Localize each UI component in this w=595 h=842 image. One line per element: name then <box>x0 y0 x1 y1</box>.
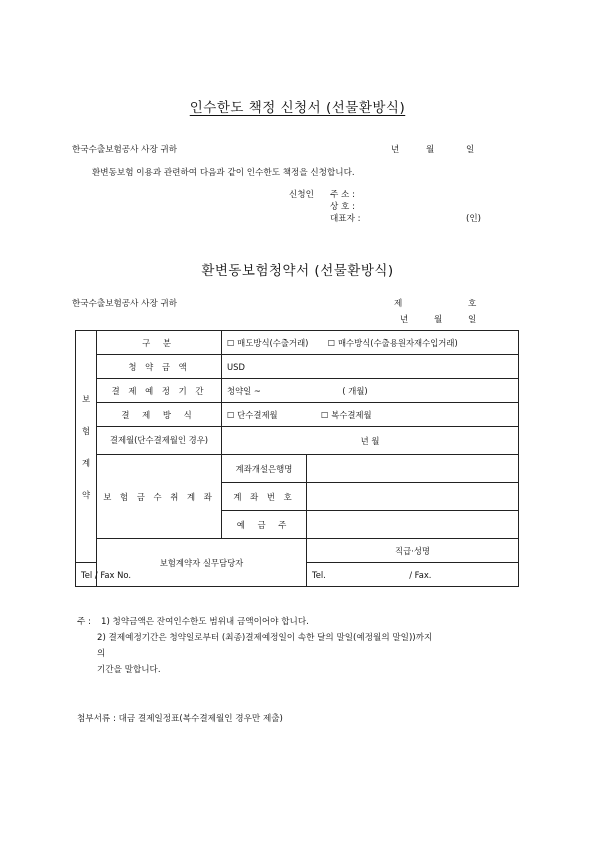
multi-month-checkbox[interactable]: ☐ 복수결제월 <box>320 409 372 420</box>
single-month-checkbox[interactable]: ☐ 단수결제월 <box>227 409 278 420</box>
attachment-note: 첨부서류 : 대금 결제일정표(복수결제월인 경우만 제출) <box>77 714 283 724</box>
representative-label: 대표자 : <box>330 214 361 224</box>
account-label: 보 험 금 수 취 계 좌 <box>97 455 222 539</box>
account-holder-label: 예 금 주 <box>222 511 307 539</box>
settlement-month-label: 결제월(단수결제월인 경우) <box>97 427 222 455</box>
contract-date-month: 월 <box>434 315 443 325</box>
method-options <box>222 403 519 427</box>
tel-fax-field[interactable]: Tel. / Fax. <box>307 563 519 587</box>
staff-label: 보험계약자 실무담당자 <box>97 539 307 587</box>
contract-date-year: 년 <box>400 315 409 325</box>
application-date-month: 월 <box>426 145 435 155</box>
account-holder-field[interactable] <box>307 511 519 539</box>
application-title: 인수한도 책정 신청서 (선물환방식) <box>189 100 406 116</box>
name-label: 직급·성명 <box>307 539 519 563</box>
gubun-label: 구 분 <box>97 331 222 355</box>
applicant-label: 신청인 <box>289 190 314 200</box>
note-2-continued: 의 <box>97 649 106 659</box>
period-label: 결 제 예 정 기 간 <box>97 379 222 403</box>
contract-number-je: 제 <box>394 299 403 309</box>
tel-fax-label: Tel / Fax No. <box>76 563 97 587</box>
amount-field[interactable]: USD <box>222 355 519 379</box>
application-addressee: 한국수출보험공사 사장 귀하 <box>72 145 178 155</box>
contract-addressee: 한국수출보험공사 사장 귀하 <box>72 299 178 309</box>
address-label: 주 소 : <box>330 190 355 200</box>
settlement-month-field[interactable]: 년 월 <box>222 427 519 455</box>
seal-mark: (인) <box>466 214 482 224</box>
method-label: 결 제 방 식 <box>97 403 222 427</box>
contract-side-label: 보 험 계 약 <box>76 331 97 563</box>
period-field[interactable]: 청약일 ~ ( 개월) <box>222 379 519 403</box>
note-1: 1) 청약금액은 잔여인수한도 범위내 금액이어야 합니다. <box>101 617 309 627</box>
contract-title: 환변동보험청약서 (선물환방식) <box>201 263 394 279</box>
bank-name-field[interactable] <box>307 455 519 483</box>
contract-number-ho: 호 <box>468 299 477 309</box>
contract-table <box>75 330 519 587</box>
note-2-end: 기간을 말합니다. <box>97 665 161 675</box>
application-body: 환변동보험 이용과 관련하여 다음과 같이 인수한도 책정을 신청합니다. <box>92 168 355 178</box>
application-date-day: 일 <box>466 145 475 155</box>
contract-date-day: 일 <box>468 315 477 325</box>
company-label: 상 호 : <box>330 202 355 212</box>
sell-method-checkbox[interactable]: ☐ 매도방식(수출거래) <box>227 337 309 348</box>
notes-prefix: 주 : <box>77 617 91 627</box>
buy-method-checkbox[interactable]: ☐ 매수방식(수출용원자재수입거래) <box>327 337 458 348</box>
amount-label: 청 약 금 액 <box>97 355 222 379</box>
bank-name-label: 계좌개설은행명 <box>222 455 307 483</box>
account-number-field[interactable] <box>307 483 519 511</box>
gubun-options <box>222 331 519 355</box>
note-2: 2) 결제예정기간은 청약일로부터 (최종)결제예정일이 속한 달의 말일(예정월의 말일))까지 <box>97 633 433 643</box>
account-number-label: 계 좌 번 호 <box>222 483 307 511</box>
application-date-year: 년 <box>391 145 400 155</box>
period-months: ( 개월) <box>342 385 368 396</box>
